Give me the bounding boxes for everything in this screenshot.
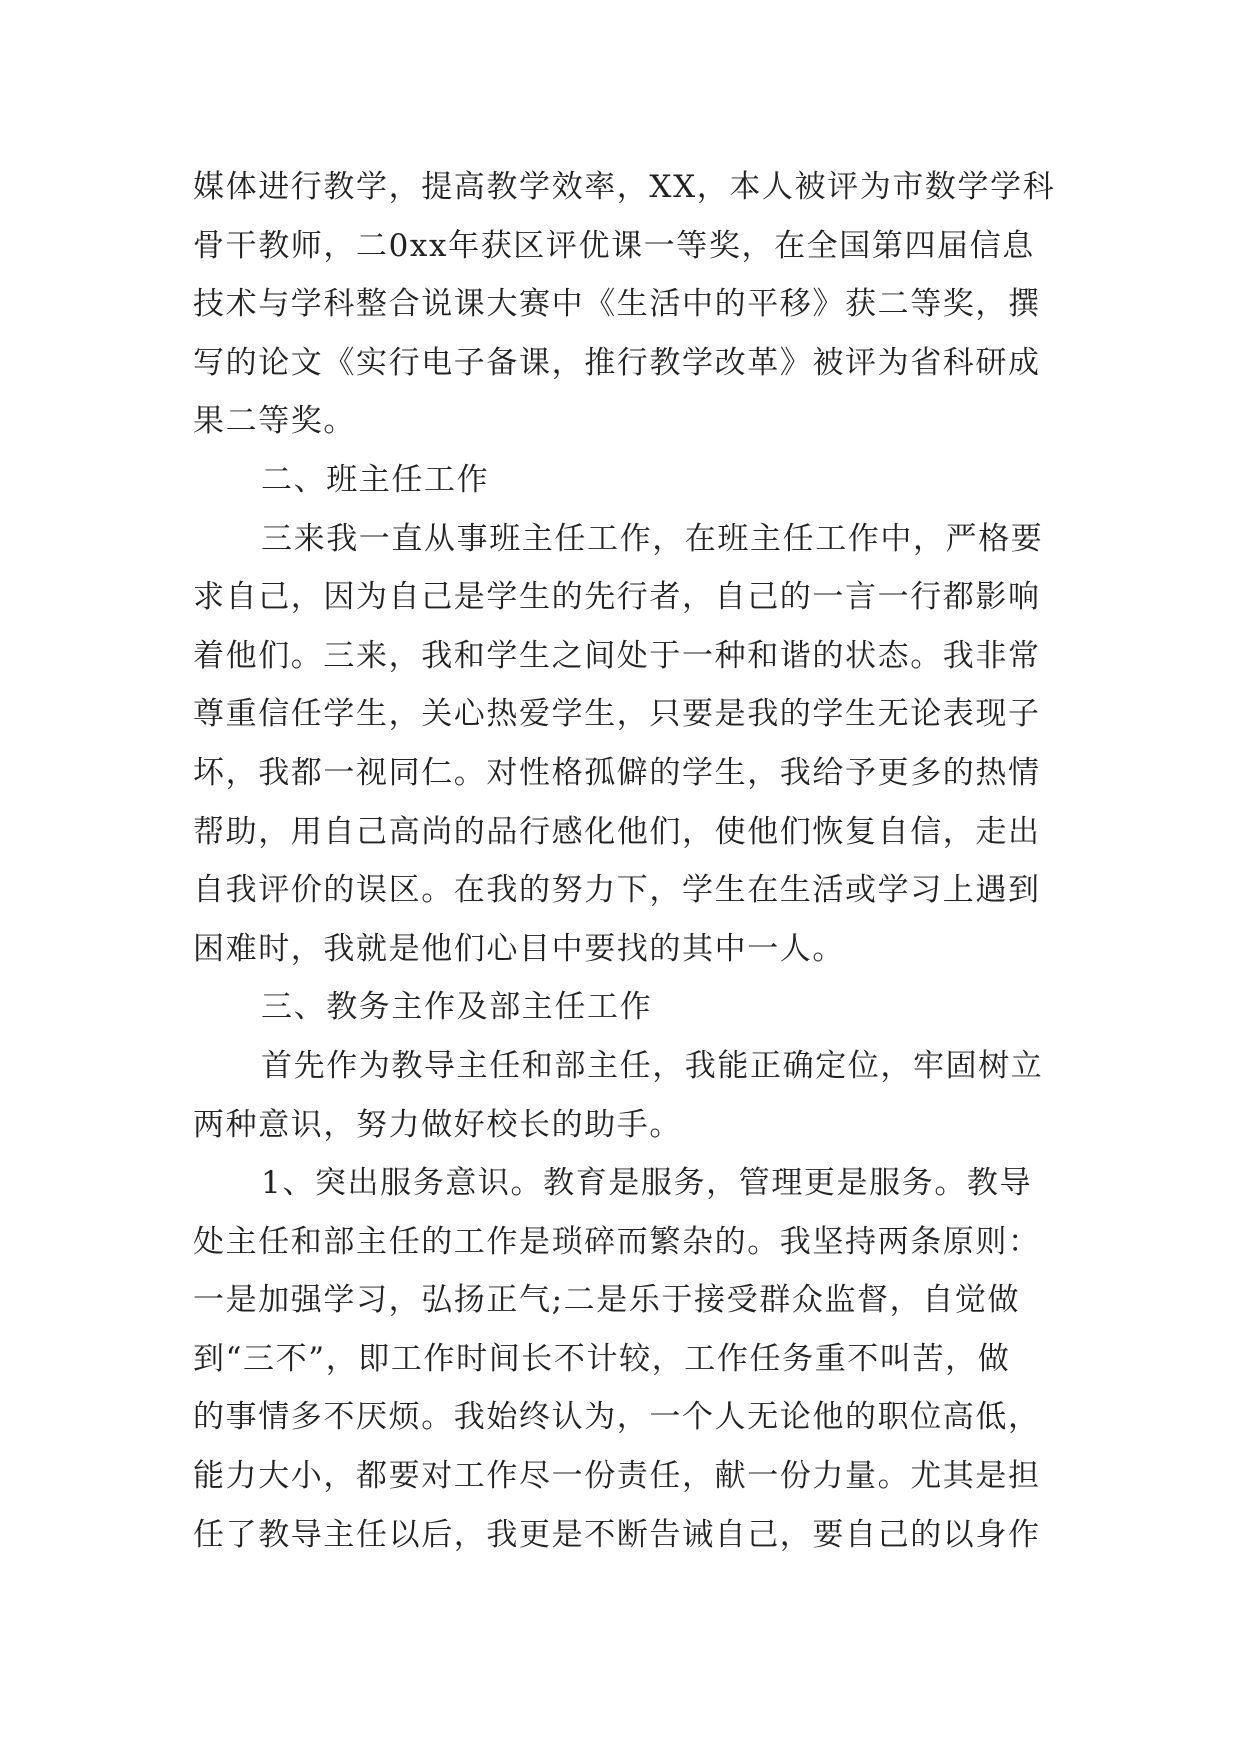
document-page (193, 158, 1056, 1564)
text-line: 尊重信任学生，关心热爱学生，只要是我的学生无论表现子 (193, 696, 1041, 733)
text-line: 的事情多不厌烦。我始终认为，一个人无论他的职位高低， (193, 1399, 1041, 1436)
paragraph-first-line: 首先作为教导主任和部主任，我能正确定位，牢固树立 (261, 1047, 1044, 1084)
text-line: 能力大小，都要对工作尽一份责任，献一份力量。尤其是担 (193, 1458, 1041, 1495)
text-line: 到“三不”，即工作时间长不计较，工作任务重不叫苦，做 (193, 1340, 1011, 1377)
text-line: 处主任和部主任的工作是琐碎而繁杂的。我坚持两条原则： (193, 1223, 1041, 1260)
text-line: 果二等奖。 (193, 403, 356, 440)
paragraph-first-line: 三来我一直从事班主任工作，在班主任工作中，严格要 (261, 520, 1044, 557)
text-line: 媒体进行教学，提高教学效率，XX，本人被评为市数学学科 (193, 169, 1056, 205)
section-heading-3: 三、教务主作及部主任工作 (261, 989, 653, 1026)
text-line: 任了教导主任以后，我更是不断告诫自己，要自己的以身作 (193, 1516, 1041, 1553)
text-line: 帮助，用自己高尚的品行感化他们，使他们恢复自信，走出 (193, 813, 1041, 850)
text-line: 写的论文《实行电子备课，推行教学改革》被评为省科研成 (193, 344, 1041, 381)
text-line: 自我评价的误区。在我的努力下，学生在生活或学习上遇到 (193, 872, 1041, 909)
text-line: 坏，我都一视同仁。对性格孤僻的学生，我给予更多的热情 (193, 754, 1041, 791)
text-line: 求自己，因为自己是学生的先行者，自己的一言一行都影响 (193, 579, 1041, 616)
text-line: 两种意识，努力做好校长的助手。 (193, 1106, 682, 1143)
section-heading-2: 二、班主任工作 (261, 461, 490, 498)
text-line: 技术与学科整合说课大赛中《生活中的平移》获二等奖，撰 (193, 286, 1041, 323)
text-line: 困难时，我就是他们心目中要找的其中一人。 (193, 930, 845, 967)
text-line: 着他们。三来，我和学生之间处于一种和谐的状态。我非常 (193, 637, 1041, 674)
paragraph-first-line: 1、突出服务意识。教育是服务，管理更是服务。教导 (261, 1165, 1033, 1202)
text-line: 骨干教师，二0xx年获区评优课一等奖，在全国第四届信息 (193, 227, 1035, 264)
text-line: 一是加强学习，弘扬正气;二是乐于接受群众监督，自觉做 (193, 1282, 1021, 1319)
